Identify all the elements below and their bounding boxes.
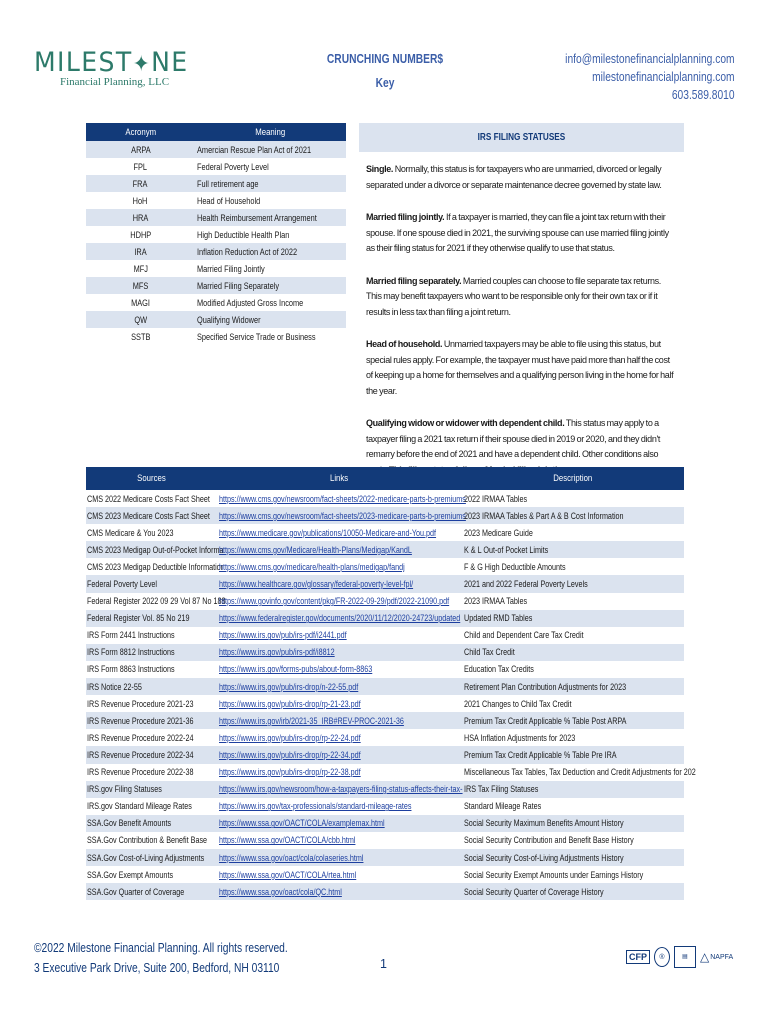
source-description-cell: K & L Out-of Pocket Limits (462, 541, 684, 558)
filing-status-term: Single. (366, 164, 394, 174)
source-description-cell: Social Security Quarter of Coverage History (462, 883, 684, 900)
source-name-cell: IRS Revenue Procedure 2022-38 (86, 764, 217, 781)
filing-status-term: Married filing jointly. (366, 212, 445, 222)
source-name-cell: CMS 2022 Medicare Costs Fact Sheet (86, 490, 217, 507)
source-description-cell: Social Security Cost-of-Living Adjustments History (462, 849, 684, 866)
source-row (86, 661, 684, 678)
source-name-cell: Federal Poverty Level (86, 575, 217, 592)
document-title: CRUNCHING NUMBER$ (326, 52, 444, 66)
source-row (86, 781, 684, 798)
document-subtitle: Key (375, 76, 395, 90)
source-name-cell: CMS Medicare & You 2023 (86, 524, 217, 541)
source-link[interactable]: https://www.irs.gov/pub/irs-drop/n-22-55.pdf (219, 681, 359, 692)
source-name-cell: IRS Revenue Procedure 2021-36 (86, 712, 217, 729)
source-row (86, 507, 684, 524)
source-link[interactable]: https://www.ssa.gov/OACT/COLA/cbb.html (219, 835, 356, 846)
source-link-cell (217, 746, 462, 763)
filing-status-text: Unmarried taxpayers may be able to file using this status, but special rules apply. For example, the taxpayer must have paid more than half the cost of keeping up a home for themselves and a qualifying person living in the home for half the year. (366, 339, 674, 396)
links-column-header: Links (217, 467, 462, 490)
source-link[interactable]: https://www.ssa.gov/OACT/COLA/rtea.html (219, 869, 357, 880)
acronym-row (86, 294, 346, 311)
source-link[interactable]: https://www.irs.gov/tax-professionals/standard-mileage-rates (219, 801, 412, 812)
source-row (86, 764, 684, 781)
source-link-cell (217, 507, 466, 524)
acronym-row (86, 260, 346, 277)
meaning-cell: Federal Poverty Level (195, 158, 346, 175)
acronym-cell: MFS (86, 277, 195, 294)
filing-status-paragraph (366, 274, 678, 321)
logo-wordmark: MILEST✦NE (34, 47, 189, 78)
source-description-cell: 2023 IRMAA Tables & Part A & B Cost Information (462, 507, 684, 524)
source-link-cell (217, 798, 462, 815)
source-row (86, 849, 684, 866)
source-name-cell: IRS.gov Filing Statuses (86, 781, 217, 798)
filing-status-term: Head of household. (366, 339, 443, 349)
source-description-cell: 2021 and 2022 Federal Poverty Levels (462, 575, 684, 592)
contact-phone: 603.589.8010 (672, 88, 735, 102)
source-link-cell (217, 712, 462, 729)
source-link-cell (217, 849, 462, 866)
source-link-cell (217, 490, 466, 507)
contact-info (528, 50, 735, 104)
source-description-cell: Education Tax Credits (462, 661, 684, 678)
source-row (86, 815, 684, 832)
source-link[interactable]: https://www.federalregister.gov/documents/2020/11/12/2020-24723/updated (219, 613, 461, 624)
source-link[interactable]: https://www.irs.gov/pub/irs-pdf/i8812 (219, 647, 335, 658)
acronym-row (86, 226, 346, 243)
source-link[interactable]: https://www.irs.gov/pub/irs-drop/rp-22-24.pdf (219, 732, 361, 743)
source-name-cell: IRS Revenue Procedure 2022-24 (86, 729, 217, 746)
source-name-cell: IRS Notice 22-55 (86, 678, 217, 695)
meaning-cell: Head of Household (195, 192, 346, 209)
source-description-cell: 2023 IRMAA Tables (462, 593, 684, 610)
acronym-row (86, 141, 346, 158)
acronym-row (86, 209, 346, 226)
cfp-badge-icon: CFP (626, 950, 650, 964)
source-row (86, 627, 684, 644)
source-name-cell: Federal Register 2022 09 29 Vol 87 No 188 (86, 593, 217, 610)
acronym-row (86, 328, 346, 345)
acronym-table-header (86, 123, 346, 141)
source-description-cell: Premium Tax Credit Applicable % Table Post ARPA (462, 712, 684, 729)
source-link-cell (217, 661, 462, 678)
source-link-cell (217, 678, 462, 695)
source-name-cell: IRS Revenue Procedure 2021-23 (86, 695, 217, 712)
source-row (86, 644, 684, 661)
filing-status-text: Normally, this status is for taxpayers who are unmarried, divorced or legally separated under a divorce or separate maintenance decree governed by state law. (366, 164, 662, 190)
source-row (86, 729, 684, 746)
source-link[interactable]: https://www.irs.gov/forms-pubs/about-form-8863 (219, 664, 373, 675)
source-link-cell (217, 575, 462, 592)
acronym-row (86, 158, 346, 175)
source-link-cell (217, 524, 462, 541)
source-row (86, 575, 684, 592)
source-row (86, 558, 684, 575)
logo-subtitle: Financial Planning, LLC (60, 76, 170, 88)
acronym-cell: MFJ (86, 260, 195, 277)
meaning-cell: High Deductible Health Plan (195, 226, 346, 243)
source-description-cell: Child and Dependent Care Tax Credit (462, 627, 684, 644)
acronym-row (86, 192, 346, 209)
source-link[interactable]: https://www.ssa.gov/oact/cola/colaseries.html (219, 852, 364, 863)
source-name-cell: IRS Form 8863 Instructions (86, 661, 217, 678)
source-description-cell: IRS Tax Filing Statuses (462, 781, 684, 798)
source-row (86, 678, 684, 695)
source-link-cell (217, 558, 462, 575)
source-row (86, 490, 684, 507)
filing-statuses-heading: IRS FILING STATUSES (359, 123, 684, 152)
filing-status-paragraph (366, 162, 678, 193)
source-link[interactable]: https://www.healthcare.gov/glossary/federal-poverty-level-fpl/ (219, 579, 414, 590)
source-name-cell: CMS 2023 Medigap Deductible Informatior (86, 558, 217, 575)
sources-table (86, 467, 696, 900)
source-link-cell (217, 866, 462, 883)
filing-status-text: If a taxpayer is married, they can file a joint tax return with their spouse. If one spouse died in 2021, the surviving spouse can use married filing jointly as their filing status for 2021 if they otherwise qualify to use that status. (366, 212, 669, 253)
source-link[interactable]: https://www.cms.gov/newsroom/fact-sheets/2023-medicare-parts-b-premiums (219, 510, 466, 521)
acronym-cell: MAGI (86, 294, 195, 311)
source-description-cell: Premium Tax Credit Applicable % Table Pre IRA (462, 746, 684, 763)
acronym-cell: HoH (86, 192, 195, 209)
acronym-row (86, 243, 346, 260)
source-link[interactable]: https://www.irs.gov/pub/irs-drop/rp-22-38.pdf (219, 767, 361, 778)
filing-status-term: Qualifying widow or widower with dependent child. (366, 418, 565, 428)
source-link-cell (217, 883, 462, 900)
source-name-cell: CMS 2023 Medigap Out-of-Pocket Informa (86, 541, 217, 558)
meaning-cell: Inflation Reduction Act of 2022 (195, 243, 346, 260)
source-link[interactable]: https://www.irs.gov/irb/2021-35_IRB#REV-PROC-2021-36 (219, 715, 404, 726)
source-row (86, 524, 684, 541)
napfa-logo-icon: △ NAPFA (700, 950, 734, 964)
source-link-cell (217, 644, 462, 661)
source-description-cell: Standard Mileage Rates (462, 798, 684, 815)
source-link[interactable]: https://www.cms.gov/medicare/health-plans/medigap/fandj (219, 561, 405, 572)
compass-star-icon: ✦ (132, 52, 152, 77)
source-description-cell: 2023 Medicare Guide (462, 524, 684, 541)
source-row (86, 746, 684, 763)
source-link-cell (217, 815, 462, 832)
source-row (86, 610, 684, 627)
source-link-cell (217, 627, 462, 644)
source-description-cell: Retirement Plan Contribution Adjustments for 2023 (462, 678, 684, 695)
contact-email[interactable]: info@milestonefinancialplanning.com (565, 52, 735, 66)
source-row (86, 883, 684, 900)
source-name-cell: SSA.Gov Cost-of-Living Adjustments (86, 849, 217, 866)
source-link[interactable]: https://www.ssa.gov/OACT/COLA/examplemax.html (219, 818, 385, 829)
source-row (86, 866, 684, 883)
acronym-cell: FPL (86, 158, 195, 175)
filing-status-term: Married filing separately. (366, 275, 462, 286)
source-link[interactable]: https://www.irs.gov/pub/irs-drop/rp-21-23.pdf (219, 698, 361, 709)
source-description-cell: Social Security Contribution and Benefit Base History (462, 832, 684, 849)
source-link-cell (217, 695, 462, 712)
source-name-cell: SSA.Gov Exempt Amounts (86, 866, 217, 883)
meaning-column-header: Meaning (195, 123, 346, 141)
source-link[interactable]: https://www.cms.gov/Medicare/Health-Plans/Medigap/KandL (219, 544, 412, 555)
acronym-cell: FRA (86, 175, 195, 192)
source-name-cell: IRS Form 2441 Instructions (86, 627, 217, 644)
certification-seal-icon: ® (654, 947, 670, 967)
footer (34, 938, 343, 978)
acronym-cell: HRA (86, 209, 195, 226)
meaning-cell: Married Filing Separately (195, 277, 346, 294)
description-column-header: Description (462, 467, 684, 490)
source-name-cell: IRS Revenue Procedure 2022-34 (86, 746, 217, 763)
source-link-cell (217, 541, 462, 558)
source-name-cell: SSA.Gov Benefit Amounts (86, 815, 217, 832)
source-row (86, 712, 684, 729)
source-link[interactable]: https://www.irs.gov/pub/irs-pdf/i2441.pdf (219, 630, 347, 641)
filing-status-text: Married couples can choose to file separate tax returns. This may benefit taxpayers who want to be responsible only for their own tax or if it results in less tax than filing a joint return. (366, 275, 661, 317)
source-name-cell: SSA.Gov Contribution & Benefit Base (86, 832, 217, 849)
source-link[interactable]: https://www.irs.gov/pub/irs-drop/rp-22-34.pdf (219, 749, 361, 760)
footer-address: 3 Executive Park Drive, Suite 200, Bedford, NH 03110 (34, 961, 280, 975)
acronym-cell: ARPA (86, 141, 195, 158)
source-name-cell: Federal Register Vol. 85 No 219 (86, 610, 217, 627)
source-row (86, 695, 684, 712)
source-link[interactable]: https://www.govinfo.gov/content/pkg/FR-2022-09-29/pdf/2022-21090.pdf (219, 596, 450, 607)
source-link[interactable]: https://www.ssa.gov/oact/cola/QC.html (219, 886, 342, 897)
page-number: 1 (380, 957, 387, 971)
document-title-block (300, 52, 470, 90)
source-row (86, 832, 684, 849)
source-description-cell: Updated RMD Tables (462, 610, 684, 627)
source-description-cell: Social Security Maximum Benefits Amount History (462, 815, 684, 832)
meaning-cell: Amercian Rescue Plan Act of 2021 (195, 141, 346, 158)
meaning-cell: Full retirement age (195, 175, 346, 192)
source-name-cell: SSA.Gov Quarter of Coverage (86, 883, 217, 900)
source-description-cell: 2021 Changes to Child Tax Credit (462, 695, 684, 712)
source-link-cell (217, 764, 462, 781)
source-description-cell: Miscellaneous Tax Tables, Tax Deduction and Credit Adjustments for 202 (462, 764, 684, 781)
sources-table-header (86, 467, 684, 490)
filing-statuses-body (359, 152, 684, 478)
meaning-cell: Specified Service Trade or Business (195, 328, 346, 345)
source-row (86, 593, 684, 610)
acronym-cell: SSTB (86, 328, 195, 345)
acronym-row (86, 311, 346, 328)
source-description-cell: HSA Inflation Adjustments for 2023 (462, 729, 684, 746)
source-link-cell (217, 781, 462, 798)
meaning-cell: Qualifying Widower (195, 311, 346, 328)
acronym-row (86, 277, 346, 294)
meaning-cell: Modified Adjusted Gross Income (195, 294, 346, 311)
source-name-cell: CMS 2023 Medicare Costs Fact Sheet (86, 507, 217, 524)
source-link[interactable]: https://www.medicare.gov/publications/10050-Medicare-and-You.pdf (219, 527, 437, 538)
source-link-cell (217, 610, 462, 627)
source-name-cell: IRS.gov Standard Mileage Rates (86, 798, 217, 815)
acronym-cell: HDHP (86, 226, 195, 243)
acronym-column-header: Acronym (86, 123, 195, 141)
acronym-row (86, 175, 346, 192)
filing-status-paragraph (366, 210, 678, 257)
meaning-cell: Married Filing Jointly (195, 260, 346, 277)
meaning-cell: Health Reimbursement Arrangement (195, 209, 346, 226)
source-link-cell (217, 729, 462, 746)
source-description-cell: 2022 IRMAA Tables (462, 490, 684, 507)
source-link-cell (217, 832, 462, 849)
source-description-cell: Social Security Exempt Amounts under Earnings History (462, 866, 684, 883)
irs-filing-statuses-panel (359, 123, 684, 459)
source-description-cell: Child Tax Credit (462, 644, 684, 661)
acronym-table (86, 123, 346, 345)
source-row (86, 541, 684, 558)
acronym-cell: QW (86, 311, 195, 328)
sources-column-header: Sources (86, 467, 217, 490)
source-description-cell: F & G High Deductible Amounts (462, 558, 684, 575)
footer-copyright: ©2022 Milestone Financial Planning. All rights reserved. (34, 941, 288, 955)
source-link[interactable]: https://www.irs.gov/newsroom/how-a-taxpayers-filing-status-affects-their-tax- (219, 784, 463, 795)
source-link-cell (217, 593, 462, 610)
source-link[interactable]: https://www.cms.gov/newsroom/fact-sheets/2022-medicare-parts-b-premiums (219, 493, 466, 504)
fpa-badge-icon: ▤ (674, 946, 696, 968)
source-row (86, 798, 684, 815)
source-name-cell: IRS Form 8812 Instructions (86, 644, 217, 661)
acronym-cell: IRA (86, 243, 195, 260)
filing-status-paragraph (366, 337, 678, 399)
contact-website[interactable]: milestonefinancialplanning.com (592, 70, 735, 84)
certification-badges (626, 946, 733, 968)
company-logo (34, 47, 189, 88)
filing-status-text: This status may apply to a taxpayer filing a 2021 tax return if their spouse died in 2019 or 2020, and they didn't remarry before the end of 2021 and have a dependent child. Other conditions also (366, 418, 660, 459)
